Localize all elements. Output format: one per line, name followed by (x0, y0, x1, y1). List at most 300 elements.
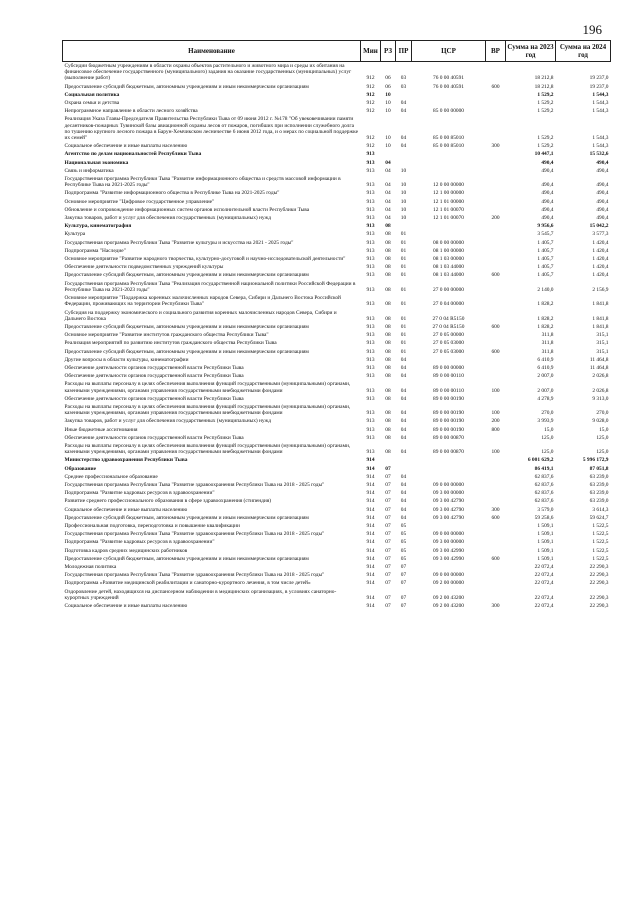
cell-name: Государственная программа Республики Тыва "Развитие культуры и искусства на 2021 - 2025 годы" (64, 239, 294, 246)
cell-min: 912 (366, 75, 375, 82)
cell-csr: 08 1 00 00000 (433, 247, 464, 254)
cell-min: 913 (366, 247, 375, 254)
cell-sum-2023: 1 509,1 (537, 531, 554, 538)
table-row (63, 323, 611, 331)
cell-name: Субсидия на поддержку экономического и социального развития коренных малочисленных народов Севера, Сибири и Дальнего Востока (64, 309, 337, 322)
cell-rz: 07 (385, 539, 391, 546)
cell-pr: 04 (400, 418, 407, 425)
cell-min: 914 (366, 564, 375, 570)
cell-vr (486, 497, 506, 505)
cell-sum-2024: 315,1 (596, 332, 609, 339)
table-row (63, 91, 611, 99)
cell-name: Закупка товаров, работ и услуг для обеспечения государственных (муниципальных) нужд (64, 418, 272, 425)
cell-sum-2024: 19 237,0 (589, 83, 609, 90)
cell-rz: 07 (385, 498, 391, 505)
cell-rz: 07 (385, 490, 391, 497)
cell-pr: 05 (400, 531, 407, 538)
cell-csr: 09 3 00 00000 (433, 490, 464, 497)
cell-vr (486, 247, 506, 255)
cell-min: 914 (366, 490, 375, 497)
cell-sum-2024: 63 239,0 (589, 490, 609, 497)
cell-vr (486, 263, 506, 271)
cell-sum-2024: 490,4 (596, 190, 609, 197)
cell-pr: 05 (400, 547, 407, 554)
table-row (63, 107, 611, 115)
cell-csr: 09 3 00 42790 (433, 498, 464, 505)
cell-name: Обеспечение деятельности органов государственной власти Республики Тыва (64, 373, 244, 380)
table-row (63, 579, 611, 587)
cell-rz: 08 (385, 418, 391, 425)
table-row (63, 426, 611, 434)
cell-pr (396, 150, 412, 158)
cell-pr (396, 465, 412, 473)
cell-vr (486, 107, 506, 115)
table-row (63, 602, 611, 610)
cell-rz: 08 (385, 239, 391, 246)
cell-name: Непрограммное направление в области лесного хозяйства (64, 108, 198, 115)
cell-rz: 08 (385, 223, 391, 230)
cell-sum-2024: 2 026,8 (592, 387, 609, 394)
cell-sum-2024: 9 028,0 (592, 418, 609, 425)
cell-vr: 200 (491, 215, 500, 222)
cell-name: Связь и информатика (64, 167, 114, 174)
cell-csr: 89 0 00 00190 (433, 410, 464, 417)
cell-pr: 10 (400, 190, 407, 197)
cell-rz: 08 (385, 364, 391, 371)
cell-sum-2023: 62 837,6 (534, 473, 554, 480)
cell-csr: 12 1 01 00000 (433, 198, 464, 205)
cell-sum-2024: 490,4 (596, 159, 609, 166)
cell-sum-2023: 1 405,7 (537, 247, 554, 254)
cell-min: 913 (366, 395, 375, 402)
cell-csr: 08 1 03 00000 (433, 256, 464, 263)
cell-pr: 01 (400, 247, 407, 254)
cell-pr: 01 (400, 286, 407, 293)
table-row (63, 189, 611, 197)
table-row (63, 230, 611, 238)
cell-pr: 04 (400, 356, 407, 363)
table-row (63, 473, 611, 481)
cell-rz: 04 (385, 206, 391, 213)
cell-pr: 05 (400, 555, 407, 562)
cell-sum-2023: 22 072,4 (534, 603, 554, 610)
header-sum-2023: Сумма на 2023 год (506, 41, 556, 62)
cell-vr (486, 175, 506, 189)
table-body (63, 62, 611, 611)
cell-csr: 09 0 00 00000 (433, 531, 464, 538)
cell-min: 914 (366, 547, 375, 554)
cell-sum-2023: 1 405,7 (537, 256, 554, 263)
cell-sum-2023: 4 278,9 (537, 395, 554, 402)
cell-sum-2024: 315,1 (596, 348, 609, 355)
cell-min: 914 (366, 506, 375, 513)
cell-sum-2023: 490,4 (541, 167, 554, 174)
cell-sum-2024: 22 290,3 (589, 572, 609, 579)
cell-rz: 04 (385, 198, 391, 205)
cell-min: 913 (366, 434, 375, 441)
cell-vr (486, 473, 506, 481)
cell-sum-2023: 1 405,7 (537, 272, 554, 279)
cell-sum-2023: 1 529,2 (537, 91, 554, 98)
cell-name: Расходы на выплаты персоналу в целях обеспечения выполнения функций государственными (муниципальными) органами, казенными учреждениями, органами управления государственными внебюджетными фондами (64, 442, 351, 456)
cell-sum-2023: 311,8 (541, 348, 554, 355)
cell-csr: 09 3 00 42990 (433, 555, 464, 562)
cell-name: Обновление и сопровождение информационных систем органов исполнительной власти Республики Тыва (64, 206, 310, 213)
cell-pr: 01 (400, 231, 407, 238)
header-csr: ЦСР (412, 41, 486, 62)
cell-vr: 300 (491, 143, 500, 150)
cell-pr: 01 (400, 340, 407, 347)
cell-sum-2024: 1 522,5 (592, 555, 609, 562)
cell-pr: 07 (400, 572, 407, 579)
table-header (63, 41, 611, 62)
cell-sum-2023: 1 405,7 (537, 239, 554, 246)
cell-name: Охрана семьи и детства (64, 100, 120, 107)
cell-sum-2024: 5 996 172,9 (582, 457, 609, 464)
cell-vr: 600 (491, 514, 500, 521)
cell-vr (486, 189, 506, 197)
cell-min: 913 (366, 418, 375, 425)
cell-csr: 76 0 00 40591 (433, 83, 464, 90)
cell-pr: 07 (400, 564, 407, 570)
cell-vr (486, 571, 506, 579)
table-row (63, 339, 611, 347)
cell-name: Развитие среднего профессионального образования в сфере здравоохранения (стипендия) (64, 498, 272, 505)
cell-sum-2024: 315,1 (596, 340, 609, 347)
cell-csr: 09 0 00 00000 (433, 572, 464, 579)
cell-name: Подпрограмма "Развитие информационного общества в Республике Тыва на 2021-2025 годы" (64, 190, 280, 197)
cell-sum-2024: 59 624,7 (589, 514, 609, 521)
cell-sum-2024: 1 420,4 (592, 264, 609, 271)
cell-min: 913 (366, 206, 375, 213)
cell-pr (396, 222, 412, 230)
cell-csr: 89 0 00 00190 (433, 395, 464, 402)
cell-rz: 10 (385, 100, 391, 107)
cell-sum-2023: 1 529,2 (537, 108, 554, 115)
cell-vr (486, 522, 506, 530)
cell-vr (486, 356, 506, 364)
cell-csr: 09 3 00 42790 (433, 506, 464, 513)
cell-rz: 08 (385, 247, 391, 254)
cell-name: Основное мероприятие "Развитие народного творчества, культурно-досуговой и научно-исследовательской деятельности" (64, 256, 346, 263)
cell-sum-2024: 1 841,8 (592, 315, 609, 322)
cell-pr: 04 (400, 449, 407, 456)
cell-name: Министерство здравоохранения Республики Тыва (64, 457, 188, 464)
cell-csr: 09 2 00 43200 (433, 603, 464, 610)
cell-pr: 04 (400, 135, 407, 142)
cell-min: 914 (366, 594, 375, 601)
cell-name: Обеспечение деятельности подведомственных учреждений культуры (64, 264, 224, 271)
cell-sum-2023: 125,0 (541, 434, 554, 441)
table-row (63, 294, 611, 308)
cell-rz: 04 (385, 215, 391, 222)
budget-table (62, 40, 611, 610)
cell-pr: 01 (400, 332, 407, 339)
cell-pr: 01 (400, 301, 407, 308)
cell-sum-2024: 15 042,2 (589, 223, 609, 230)
cell-sum-2023: 311,8 (541, 340, 554, 347)
cell-sum-2023: 62 837,6 (534, 481, 554, 488)
cell-min: 913 (366, 190, 375, 197)
cell-rz: 08 (385, 410, 391, 417)
cell-min: 913 (366, 159, 375, 166)
cell-vr (486, 547, 506, 555)
cell-sum-2023: 2 007,0 (537, 373, 554, 380)
cell-rz: 06 (385, 75, 391, 82)
cell-vr: 100 (491, 449, 500, 456)
cell-sum-2024: 1 522,5 (592, 531, 609, 538)
cell-csr: 12 0 00 00000 (433, 182, 464, 189)
cell-name: Подпрограмма "Наследие" (64, 247, 126, 254)
cell-min: 913 (366, 239, 375, 246)
cell-pr: 03 (400, 75, 407, 82)
cell-vr (486, 206, 506, 214)
cell-name: Профессиональная подготовка, переподготовка и повышение квалификации (64, 522, 240, 529)
cell-vr (486, 395, 506, 403)
cell-pr: 10 (400, 167, 407, 174)
cell-name: Предоставление субсидий бюджетным, автономным учреждениям и иным некоммерческим организациям (64, 83, 309, 90)
cell-name: Подготовка кадров средних медицинских работников (64, 547, 188, 554)
cell-sum-2023: 3 579,0 (537, 506, 554, 513)
cell-name: Социальное обеспечение и иные выплаты населению (64, 603, 188, 610)
cell-min: 912 (366, 135, 375, 142)
cell-sum-2024: 15,0 (599, 426, 609, 433)
cell-rz: 04 (385, 182, 391, 189)
cell-sum-2023: 3 545,7 (537, 231, 554, 238)
cell-csr: 89 0 00 00870 (433, 449, 464, 456)
cell-rz (381, 150, 396, 158)
cell-min: 912 (366, 91, 375, 98)
cell-csr: 12 1 01 00070 (433, 215, 464, 222)
table-row (63, 175, 611, 189)
cell-min: 913 (366, 264, 375, 271)
cell-csr: 27 0 04 00000 (433, 301, 464, 308)
cell-sum-2024: 1 522,5 (592, 522, 609, 529)
cell-sum-2023: 9 956,6 (537, 223, 554, 230)
cell-min: 912 (366, 83, 375, 90)
cell-pr: 10 (400, 215, 407, 222)
cell-sum-2023: 2 140,0 (537, 286, 554, 293)
cell-min: 913 (366, 198, 375, 205)
page-number: 196 (582, 22, 602, 37)
cell-name: Оздоровление детей, находящихся на диспансерном наблюдении в медицинских организациях, в условиях санаторно-курортных учреждений (64, 588, 337, 601)
cell-csr: 85 0 00 00000 (433, 108, 464, 115)
cell-csr: 27 0 04 R5150 (432, 315, 465, 322)
cell-vr (486, 280, 506, 294)
table-row (63, 280, 611, 294)
cell-pr (396, 456, 412, 464)
cell-sum-2023: 2 007,0 (537, 387, 554, 394)
cell-sum-2023: 18 212,8 (534, 83, 554, 90)
cell-vr (486, 339, 506, 347)
cell-name: Обеспечение деятельности органов государственной власти Республики Тыва (64, 364, 244, 371)
cell-vr (486, 91, 506, 99)
cell-sum-2023: 22 072,4 (534, 572, 554, 579)
cell-min: 913 (366, 223, 375, 230)
cell-vr (486, 588, 506, 602)
cell-sum-2024: 1 522,5 (592, 547, 609, 554)
table-row (63, 247, 611, 255)
table-row (63, 403, 611, 417)
cell-csr: 89 0 00 00110 (433, 387, 464, 394)
cell-pr: 05 (400, 522, 407, 529)
cell-csr: 27 0 05 03000 (433, 340, 464, 347)
cell-sum-2024: 1 544,3 (592, 108, 609, 115)
cell-csr: 12 1 01 00070 (433, 206, 464, 213)
cell-min: 914 (366, 572, 375, 579)
cell-sum-2024: 1 544,3 (592, 100, 609, 107)
cell-csr: 09 3 00 42990 (433, 547, 464, 554)
cell-sum-2024: 490,4 (596, 198, 609, 205)
cell-rz: 08 (385, 323, 391, 330)
cell-csr: 85 0 00 85010 (433, 143, 464, 150)
cell-vr: 600 (491, 323, 500, 330)
table-row (63, 309, 611, 323)
cell-min: 914 (366, 457, 375, 464)
cell-sum-2023: 1 509,1 (537, 547, 554, 554)
cell-min: 913 (366, 301, 375, 308)
cell-rz: 07 (385, 572, 391, 579)
cell-sum-2024: 22 290,3 (589, 564, 609, 570)
cell-vr (486, 255, 506, 263)
cell-rz: 07 (385, 522, 391, 529)
cell-pr: 05 (400, 539, 407, 546)
cell-csr: 27 0 05 00000 (433, 332, 464, 339)
cell-sum-2024: 1 420,4 (592, 256, 609, 263)
cell-pr: 04 (400, 108, 407, 115)
table-row (63, 115, 611, 142)
cell-csr (412, 150, 486, 158)
cell-sum-2023: 10 447,1 (534, 151, 554, 158)
cell-vr: 600 (491, 555, 500, 562)
cell-min: 913 (366, 286, 375, 293)
cell-sum-2023: 1 828,2 (537, 315, 554, 322)
cell-rz: 07 (385, 473, 391, 480)
cell-vr (486, 364, 506, 372)
header-rz: РЗ (381, 41, 396, 62)
cell-min: 914 (366, 603, 375, 610)
cell-csr: 09 2 00 00000 (433, 580, 464, 587)
cell-rz: 07 (385, 465, 391, 472)
cell-min: 914 (366, 498, 375, 505)
cell-min: 914 (366, 465, 375, 472)
cell-sum-2024: 19 237,0 (589, 75, 609, 82)
table-row (63, 255, 611, 263)
header-min: Мин (361, 41, 381, 62)
cell-sum-2023: 490,4 (541, 215, 554, 222)
cell-min: 913 (366, 272, 375, 279)
cell-sum-2024: 1 420,4 (592, 247, 609, 254)
cell-sum-2024: 1 420,4 (592, 272, 609, 279)
cell-name: Молодежная политика (64, 564, 117, 570)
cell-sum-2023: 6 001 629,2 (527, 457, 554, 464)
cell-rz: 04 (385, 159, 391, 166)
cell-sum-2024: 63 239,0 (589, 498, 609, 505)
cell-min: 914 (366, 514, 375, 521)
cell-csr (412, 563, 486, 571)
cell-vr (486, 294, 506, 308)
cell-min: 914 (366, 531, 375, 538)
cell-csr: 09 3 00 42790 (433, 514, 464, 521)
table-row (63, 239, 611, 247)
cell-name: Обеспечение деятельности органов государственной власти Республики Тыва (64, 434, 244, 441)
cell-pr: 07 (400, 594, 407, 601)
cell-sum-2024: 2 156,9 (592, 286, 609, 293)
cell-vr: 100 (491, 387, 500, 394)
cell-pr: 01 (400, 239, 407, 246)
cell-csr (412, 222, 486, 230)
cell-min: 913 (366, 231, 375, 238)
table-row (63, 555, 611, 563)
table-row (63, 506, 611, 514)
cell-min: 913 (366, 387, 375, 394)
cell-rz: 08 (385, 348, 391, 355)
table-row (63, 222, 611, 230)
cell-sum-2024: 11 464,8 (589, 364, 609, 371)
cell-name: Обеспечение деятельности органов государственной власти Республики Тыва (64, 395, 244, 402)
cell-pr: 04 (400, 143, 407, 150)
cell-csr: 89 0 00 00000 (433, 364, 464, 371)
cell-csr (412, 456, 486, 464)
cell-sum-2023: 6 410,9 (537, 364, 554, 371)
cell-min: 913 (366, 364, 375, 371)
table-row (63, 395, 611, 403)
cell-sum-2023: 22 072,4 (534, 594, 554, 601)
cell-rz: 08 (385, 256, 391, 263)
cell-rz: 10 (385, 91, 391, 98)
cell-sum-2023: 490,4 (541, 182, 554, 189)
cell-name: Подпрограмма "Развитие кадровых ресурсов в здравоохранении" (64, 539, 215, 546)
cell-min: 913 (366, 182, 375, 189)
cell-sum-2023: 1 529,2 (537, 135, 554, 142)
cell-min: 913 (366, 356, 375, 363)
cell-rz: 07 (385, 531, 391, 538)
cell-name: Культура (64, 231, 86, 238)
cell-sum-2023: 86 419,1 (534, 465, 554, 472)
cell-min: 914 (366, 539, 375, 546)
cell-pr: 10 (400, 206, 407, 213)
cell-csr: 85 0 00 85010 (433, 135, 464, 142)
cell-name: Социальное обеспечение и иные выплаты населению (64, 506, 188, 513)
cell-sum-2024: 22 290,3 (589, 594, 609, 601)
table-row (63, 372, 611, 380)
cell-sum-2023: 1 509,1 (537, 539, 554, 546)
cell-pr: 01 (400, 264, 407, 271)
table-row (63, 206, 611, 214)
cell-csr: 09 0 00 00000 (433, 481, 464, 488)
cell-csr: 76 0 00 40591 (433, 75, 464, 82)
cell-sum-2024: 1 841,8 (592, 301, 609, 308)
cell-rz: 08 (385, 356, 391, 363)
cell-rz: 08 (385, 434, 391, 441)
table-row (63, 271, 611, 279)
cell-sum-2024: 1 544,3 (592, 143, 609, 150)
cell-csr: 89 0 00 00870 (433, 434, 464, 441)
cell-min: 912 (366, 143, 375, 150)
cell-sum-2024: 63 239,0 (589, 473, 609, 480)
cell-csr (412, 167, 486, 175)
cell-name: Предоставление субсидий бюджетным, автономным учреждениям и иным некоммерческим организациям (64, 514, 309, 521)
cell-sum-2024: 270,0 (596, 410, 609, 417)
cell-rz: 08 (385, 332, 391, 339)
cell-name: Субсидии бюджетным учреждениям в области охраны объектов растительного и животного мира и среды их обитания на финансовое обеспечение государственного (муниципального) задания на оказание государственных (муниципальных) услуг (выполнение работ) (64, 63, 352, 82)
cell-csr: 27 0 05 03000 (433, 348, 464, 355)
cell-csr: 89 0 00 00190 (433, 418, 464, 425)
header-vr: ВР (486, 41, 506, 62)
table-row (63, 497, 611, 505)
cell-csr (412, 159, 486, 167)
cell-name: Основное мероприятие "Поддержка коренных малочисленных народов Севера, Сибири и Дальнего Востока Российской Федерации, проживающих на территории Республики Тыва" (64, 295, 341, 308)
